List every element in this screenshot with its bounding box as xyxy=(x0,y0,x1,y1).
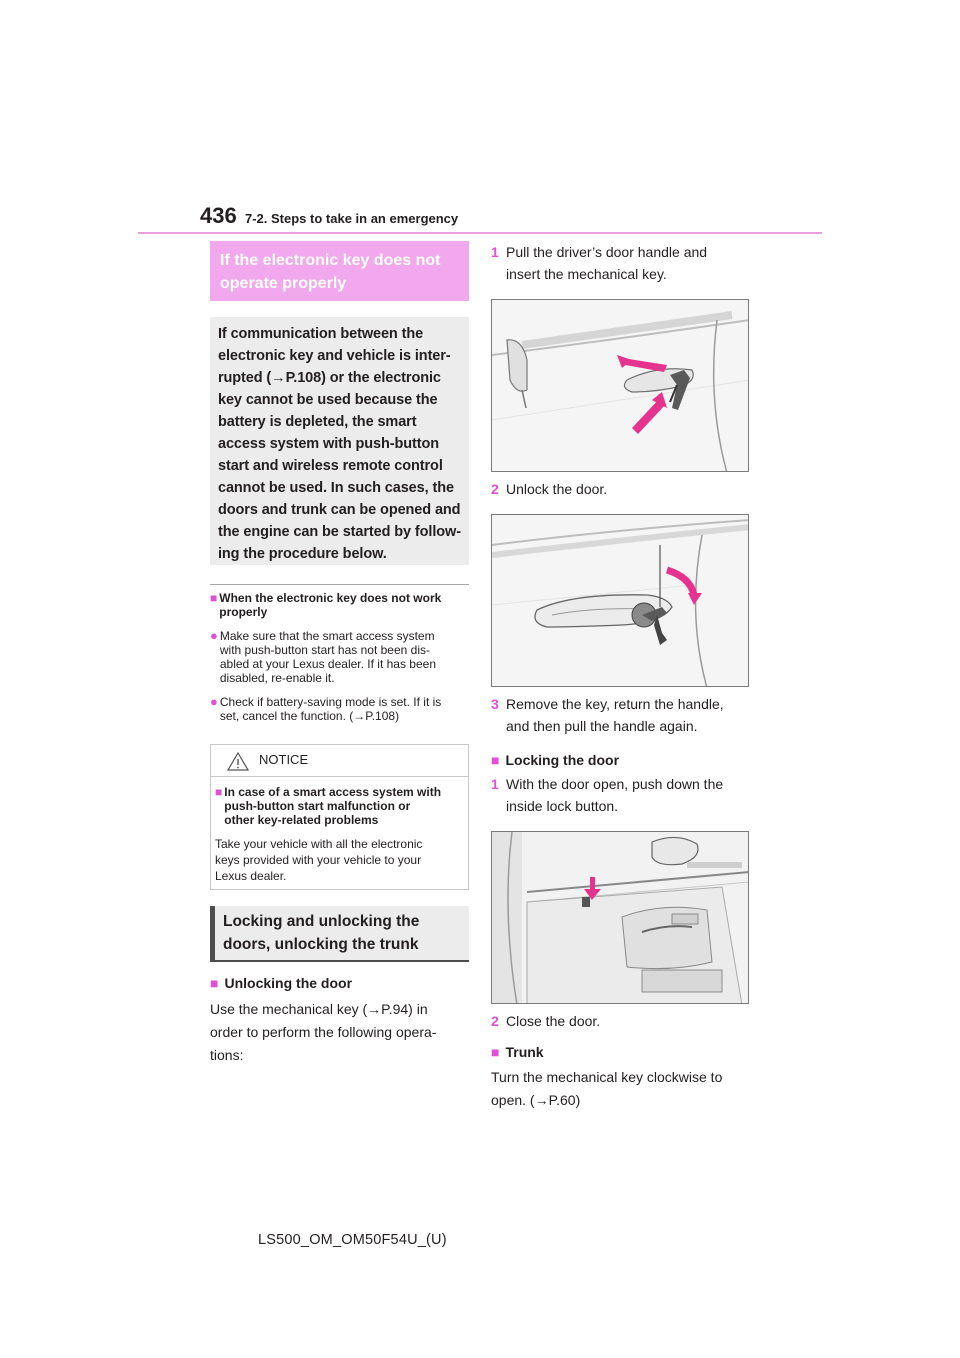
warning-triangle-icon xyxy=(227,752,249,771)
left-column xyxy=(210,241,469,1067)
step-3: 3 Remove the key, return the handle, and then pull the handle again. xyxy=(491,696,724,734)
list-item: ● Make sure that the smart access system with push-button start has not been dis- abled at your Lexus dealer. If it has been disabled, re-enable it. xyxy=(210,628,437,685)
notice-label: NOTICE xyxy=(259,752,309,767)
step-2: 2 Unlock the door. xyxy=(491,481,608,497)
square-bullet-icon: ■ xyxy=(491,752,500,768)
lock-step-2: 2 Close the door. xyxy=(491,1013,601,1029)
note-heading: ■ When the electronic key does not work properly xyxy=(210,591,442,619)
divider xyxy=(210,584,469,585)
trunk-text: Turn the mechanical key clockwise to open. (→P.60) xyxy=(491,1069,723,1108)
square-bullet-icon: ■ xyxy=(210,975,219,991)
unlock-text: Use the mechanical key (→P.94) in order to perform the following opera- tions: xyxy=(210,1001,437,1063)
door-unlock-illustration xyxy=(491,514,749,687)
notice-box xyxy=(210,744,469,890)
trunk-heading: ■ Trunk xyxy=(491,1044,544,1060)
notice-heading: ■ In case of a smart access system with push-button start malfunction or other key-related problems xyxy=(215,785,442,827)
header-rule xyxy=(138,232,822,234)
unlock-heading: ■ Unlocking the door xyxy=(210,975,353,991)
notice-header xyxy=(211,745,468,777)
notice-text: Take your vehicle with all the electronic keys provided with your vehicle to your Lexus dealer. xyxy=(215,837,423,883)
circle-bullet-icon: ● xyxy=(210,694,218,709)
square-bullet-icon: ■ xyxy=(215,785,223,799)
lock-heading: ■ Locking the door xyxy=(491,752,620,768)
section-heading: Locking and unlocking the doors, unlocking the trunk xyxy=(210,906,469,962)
right-column xyxy=(491,241,751,1112)
lock-step-1: 1 With the door open, push down the inside lock button. xyxy=(491,776,724,814)
main-heading: If the electronic key does not operate properly xyxy=(210,241,469,301)
door-handle-key-illustration xyxy=(491,299,749,472)
intro-box: If communication between the electronic key and vehicle is inter- rupted (→P.108) or the electronic key cannot be used because the battery is depleted, the smart access system with push-button start and wireless remote control cannot be used. In such cases, the doors and trunk can be opened and the engine can be started by follow- ing the procedure below. xyxy=(210,317,469,565)
list-item: ● Check if battery-saving mode is set. If it is set, cancel the function. (→P.108) xyxy=(210,694,442,723)
square-bullet-icon: ■ xyxy=(491,1044,500,1060)
square-bullet-icon: ■ xyxy=(210,591,218,605)
section-title: 7-2. Steps to take in an emergency xyxy=(245,211,459,226)
page-number: 436 xyxy=(200,203,237,228)
step-1: 1 Pull the driver’s door handle and insert the mechanical key. xyxy=(491,244,708,282)
inside-lock-button-illustration xyxy=(491,831,749,1004)
document-code: LS500_OM_OM50F54U_(U) xyxy=(258,1232,447,1248)
circle-bullet-icon: ● xyxy=(210,628,218,643)
